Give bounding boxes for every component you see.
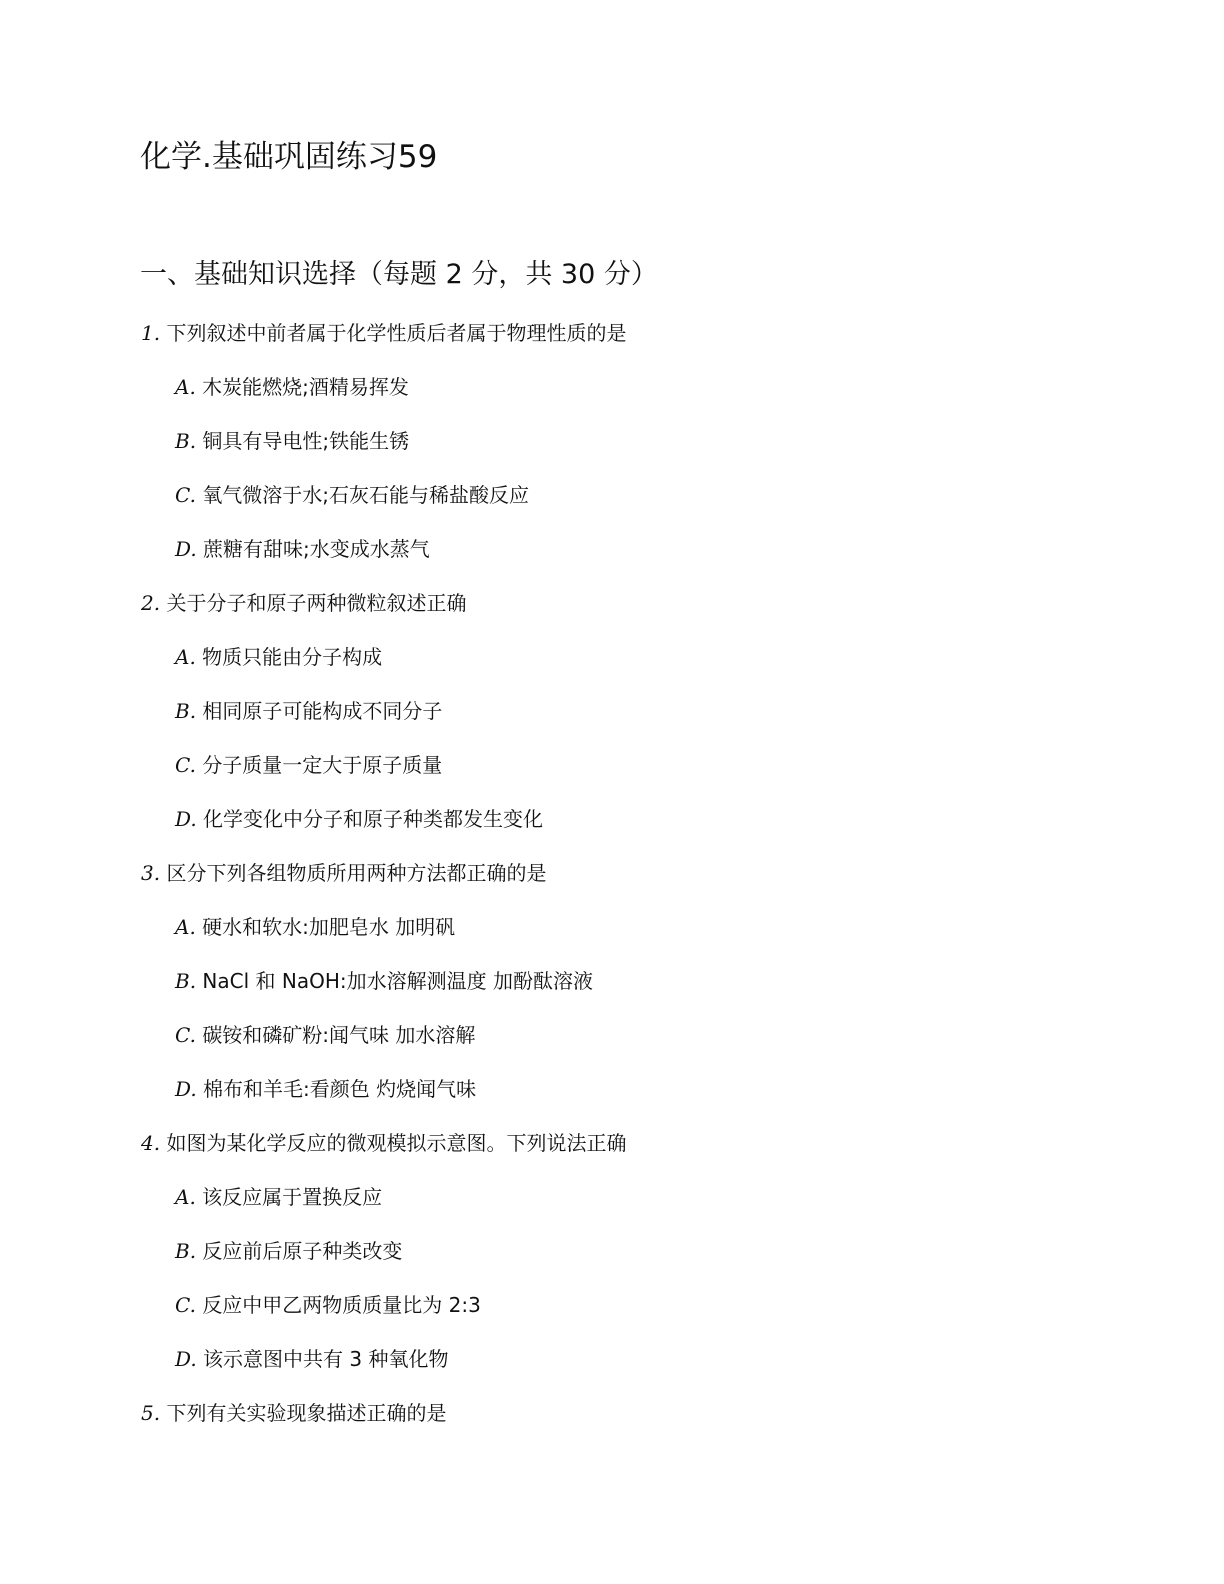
option-text: 铜具有导电性;铁能生锈 (202, 429, 410, 453)
option-text: 分子质量一定大于原子质量 (202, 753, 443, 777)
option-text: 碳铵和磷矿粉:闻气味 加水溶解 (202, 1023, 476, 1047)
q3-option-c (175, 1020, 475, 1050)
q4-option-b (175, 1236, 402, 1266)
option-letter: A. (175, 645, 196, 669)
q3-option-d (175, 1074, 476, 1104)
q2-option-c (175, 750, 442, 780)
option-letter: D. (175, 537, 197, 561)
option-letter: A. (175, 375, 196, 399)
document-title: 化学.基础巩固练习59 (140, 139, 438, 175)
question-2 (141, 588, 466, 618)
option-text: 氧气微溶于水;石灰石能与稀盐酸反应 (202, 483, 530, 507)
q2-option-b (175, 696, 442, 726)
q1-option-c (175, 480, 529, 510)
option-text: 蔗糖有甜味;水变成水蒸气 (203, 537, 430, 561)
option-letter: D. (175, 1077, 197, 1101)
option-text: 木炭能燃烧;酒精易挥发 (202, 375, 409, 399)
q4-option-c (175, 1290, 481, 1320)
option-letter: B. (175, 429, 197, 453)
question-3 (141, 858, 546, 888)
option-letter: C. (175, 1023, 196, 1047)
question-number: 2. (141, 591, 161, 615)
q4-option-a (175, 1182, 382, 1212)
question-4 (141, 1128, 626, 1158)
q1-option-b (175, 426, 409, 456)
q3-option-b (175, 966, 593, 996)
question-number: 1. (141, 321, 161, 345)
question-number: 3. (141, 861, 161, 885)
question-text: 下列有关实验现象描述正确的是 (166, 1401, 447, 1425)
option-text: 相同原子可能构成不同分子 (202, 699, 443, 723)
question-text: 关于分子和原子两种微粒叙述正确 (166, 591, 467, 615)
question-1 (141, 318, 626, 348)
q3-option-a (175, 912, 455, 942)
question-number: 5. (141, 1401, 161, 1425)
option-letter: D. (175, 1347, 197, 1371)
question-number: 4. (141, 1131, 161, 1155)
option-text: 化学变化中分子和原子种类都发生变化 (203, 807, 544, 831)
q1-option-d (175, 534, 430, 564)
question-text: 区分下列各组物质所用两种方法都正确的是 (166, 861, 547, 885)
option-letter: B. (175, 699, 197, 723)
option-letter: D. (175, 807, 197, 831)
question-text: 下列叙述中前者属于化学性质后者属于物理性质的是 (166, 321, 627, 345)
option-letter: A. (175, 915, 196, 939)
q2-option-a (175, 642, 382, 672)
option-text: 该示意图中共有 3 种氧化物 (203, 1347, 449, 1371)
option-text: 该反应属于置换反应 (202, 1185, 383, 1209)
option-text: NaCl 和 NaOH:加水溶解测温度 加酚酞溶液 (202, 969, 593, 993)
option-letter: C. (175, 1293, 196, 1317)
section-heading: 一、基础知识选择（每题 2 分，共 30 分） (140, 259, 658, 290)
option-text: 棉布和羊毛:看颜色 灼烧闻气味 (203, 1077, 477, 1101)
q1-option-a (175, 372, 409, 402)
option-text: 反应中甲乙两物质质量比为 2:3 (202, 1293, 481, 1317)
option-text: 硬水和软水:加肥皂水 加明矾 (202, 915, 456, 939)
option-letter: B. (175, 1239, 197, 1263)
option-letter: A. (175, 1185, 196, 1209)
q2-option-d (175, 804, 543, 834)
q4-option-d (175, 1344, 449, 1374)
option-text: 物质只能由分子构成 (202, 645, 383, 669)
option-letter: C. (175, 753, 196, 777)
question-5 (141, 1398, 446, 1428)
option-letter: B. (175, 969, 197, 993)
option-text: 反应前后原子种类改变 (202, 1239, 403, 1263)
question-text: 如图为某化学反应的微观模拟示意图。下列说法正确 (166, 1131, 627, 1155)
option-letter: C. (175, 483, 196, 507)
